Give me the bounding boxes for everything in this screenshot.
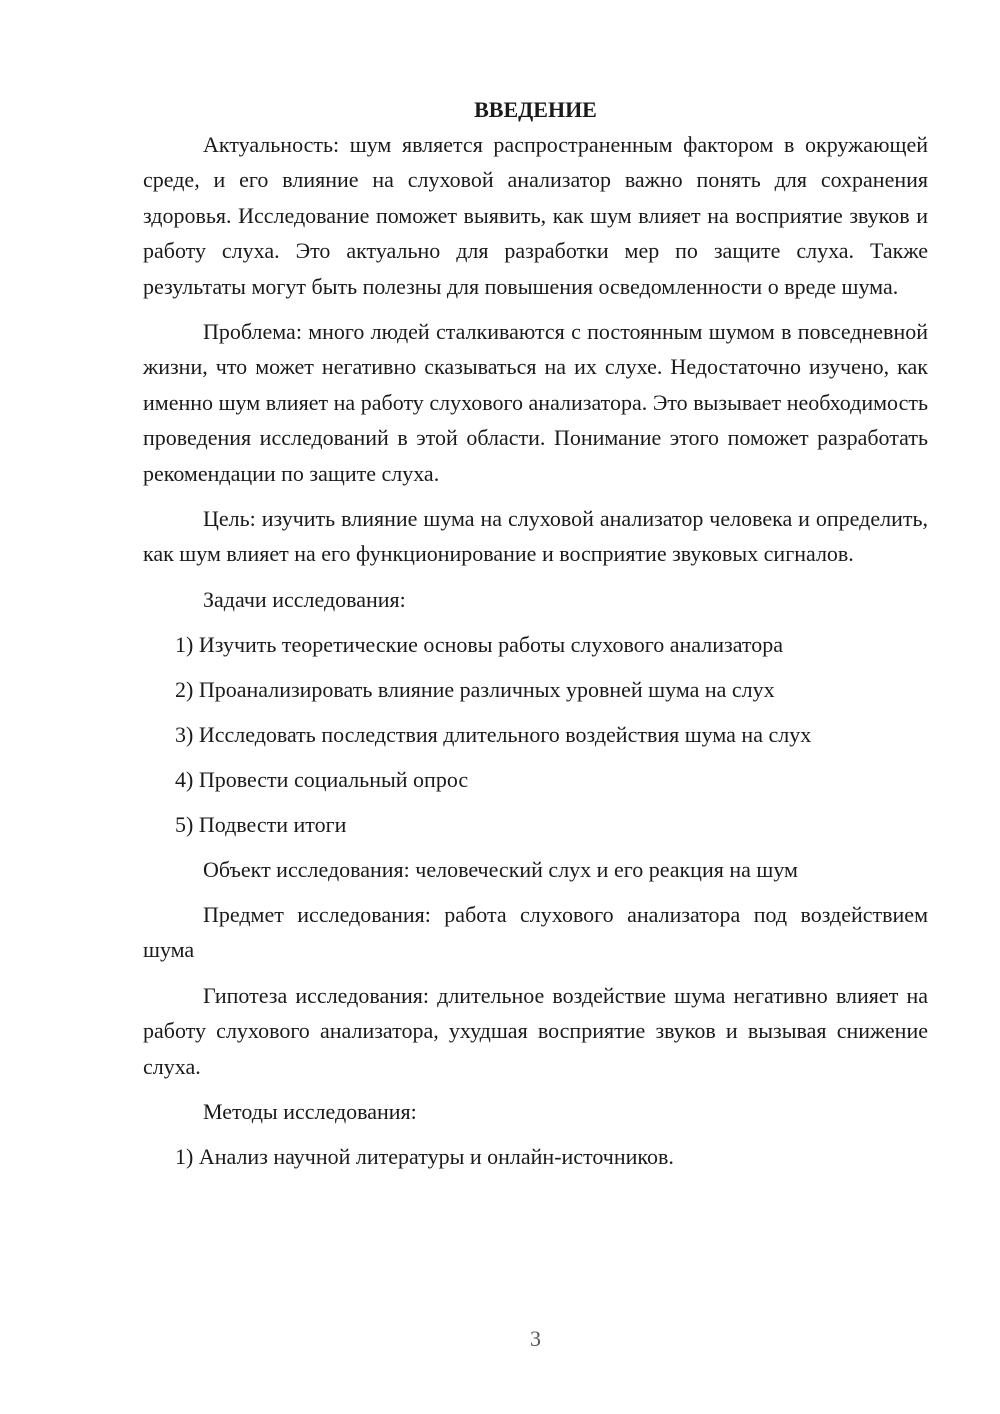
problem-paragraph: Проблема: много людей сталкиваются с постоянным шумом в повседневной жизни, что может негативно сказываться на их слухе. Недостаточно изучено, как именно шум влияет на работу слухового анализатора. Это вызывает необходимость проведения исследований в этой области. Понимание этого поможет разработать рекомендации по защите слуха. xyxy=(143,319,928,486)
methods-heading: Методы исследования: xyxy=(203,1098,417,1124)
relevance-paragraph: Актуальность: шум является распространенным фактором в окружающей среде, и его влияние на слуховой анализатор важно понять для сохранения здоровья. Исследование поможет выявить, как шум влияет на восприятие звуков и работу слуха. Это актуально для разработки мер по защите слуха. Также результаты могут быть полезны для повышения осведомленности о вреде шума. xyxy=(143,132,928,299)
subject-paragraph: Предмет исследования: работа слухового анализатора под воздействием шума xyxy=(143,901,928,963)
task-item: 5) Подвести итоги xyxy=(175,811,347,837)
document-title: ВВЕДЕНИЕ xyxy=(474,97,597,122)
task-item: 3) Исследовать последствия длительного воздействия шума на слух xyxy=(175,721,812,747)
methods-list xyxy=(143,1139,928,1174)
tasks-list xyxy=(143,627,928,842)
hypothesis-paragraph: Гипотеза исследования: длительное воздействие шума негативно влияет на работу слухового анализатора, ухудшая восприятие звуков и вызывая снижение слуха. xyxy=(143,982,928,1079)
task-item: 4) Провести социальный опрос xyxy=(175,766,469,792)
method-item: 1) Анализ научной литературы и онлайн-источников. xyxy=(175,1143,674,1169)
goal-paragraph: Цель: изучить влияние шума на слуховой анализатор человека и определить, как шум влияет на его функционирование и восприятие звуковых сигналов. xyxy=(143,506,928,567)
page-number: 3 xyxy=(530,1326,541,1351)
task-item: 2) Проанализировать влияние различных уровней шума на слух xyxy=(175,676,775,702)
tasks-heading: Задачи исследования: xyxy=(203,586,406,612)
document-page xyxy=(143,92,928,1184)
object-paragraph: Объект исследования: человеческий слух и его реакция на шум xyxy=(203,856,798,882)
task-item: 1) Изучить теоретические основы работы слухового анализатора xyxy=(175,631,783,657)
